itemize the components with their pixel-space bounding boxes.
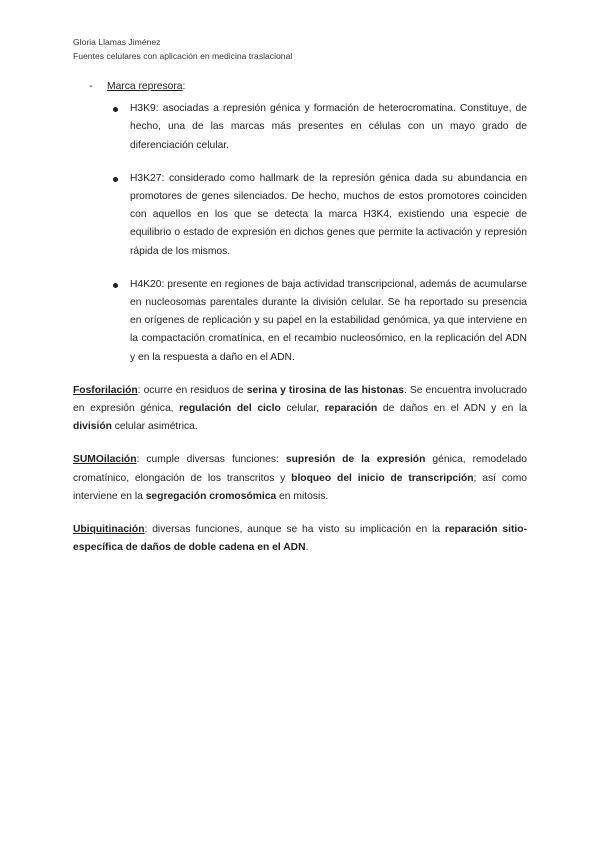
text-run: : diversas funciones, aunque se ha visto su implicación en la — [144, 524, 445, 536]
text-run: celular, — [280, 403, 325, 415]
bold-run: reparación — [324, 403, 378, 415]
text-run: : ocurre en residuos de — [137, 384, 247, 396]
bold-run: bloqueo del inicio de transcripción — [291, 472, 474, 484]
document-body — [73, 78, 527, 572]
text-run: : cumple diversas funciones: — [136, 454, 286, 466]
text-run: de daños en el ADN y en la — [377, 403, 527, 415]
bold-run: segregación cromosómica — [145, 490, 277, 502]
bold-run: serina y tirosina de las histonas — [246, 384, 404, 396]
bullet-dot-icon — [113, 177, 118, 182]
term-fosforilacion: Fosforilación — [73, 384, 138, 396]
section-marca-represora — [73, 78, 527, 96]
text-run: . — [305, 542, 309, 554]
bold-run: regulación del ciclo — [179, 403, 281, 415]
bullet-item-h3k9 — [73, 100, 527, 155]
bullet-text: H3K27: considerado como hallmark de la represión génica dada su abundancia en promotores de genes silenciados. De hecho, muchos de estos promotores coinciden con aquellos en los que se detecta la marca H3K4, existiendo una especie de equilibrio o estado de expresión en dichos genes que permite la activación y represión rápida de los mismos. — [130, 172, 527, 257]
text-run: . Se encuentra involucrado en expresión génica, — [73, 384, 527, 415]
paragraph-ubiquitinacion — [73, 521, 527, 557]
page-header — [73, 36, 292, 63]
bullet-item-h3k27 — [73, 170, 527, 261]
header-subtitle: Fuentes celulares con aplicación en medicina traslacional — [73, 50, 293, 61]
paragraph-sumoilacion — [73, 451, 527, 506]
paragraph-fosforilacion — [73, 382, 527, 437]
text-run: celular asimétrica. — [111, 421, 198, 433]
term-sumoilacion: SUMOilación — [73, 454, 137, 466]
section-label: Marca represora — [107, 81, 183, 92]
term-ubiquitinacion: Ubiquitinación — [73, 524, 145, 536]
bullet-text: H3K9: asociadas a represión génica y formación de heterocromatina. Constituye, de hecho, una de las marcas más presentes en células con un mayo grado de diferenciación celular. — [130, 103, 527, 151]
bold-run: división — [73, 421, 112, 433]
bullet-text: H4K20: presente en regiones de baja actividad transcripcional, además de acumularse en nucleosomas parentales durante la división celular. Se ha reportado su presencia en orígenes de replicación y su papel en la estabilidad genómica, ya que interviene en la compactación cromatínica, en el recambio nucleosómico, en la replicación del ADN y en la respuesta a daño en el ADN. — [130, 278, 527, 363]
bold-run: reparación sitio-específica de daños de doble cadena en el ADN — [73, 524, 527, 554]
text-run: génica, remodelado cromatínico, elongación de los transcritos y — [73, 454, 528, 484]
bullet-dot-icon — [113, 283, 118, 288]
bold-run: supresión de la expresión — [285, 454, 426, 466]
bullet-item-h4k20 — [73, 276, 527, 367]
header-author: Gloria Llamas Jiménez — [73, 37, 161, 47]
bullet-dot-icon — [113, 107, 118, 112]
dash-marker: - — [89, 81, 93, 92]
text-run: en mitosis. — [276, 490, 329, 502]
bullet-list — [73, 100, 527, 367]
section-label-colon: : — [182, 81, 186, 92]
text-run: ; así como interviene en la — [73, 472, 527, 502]
